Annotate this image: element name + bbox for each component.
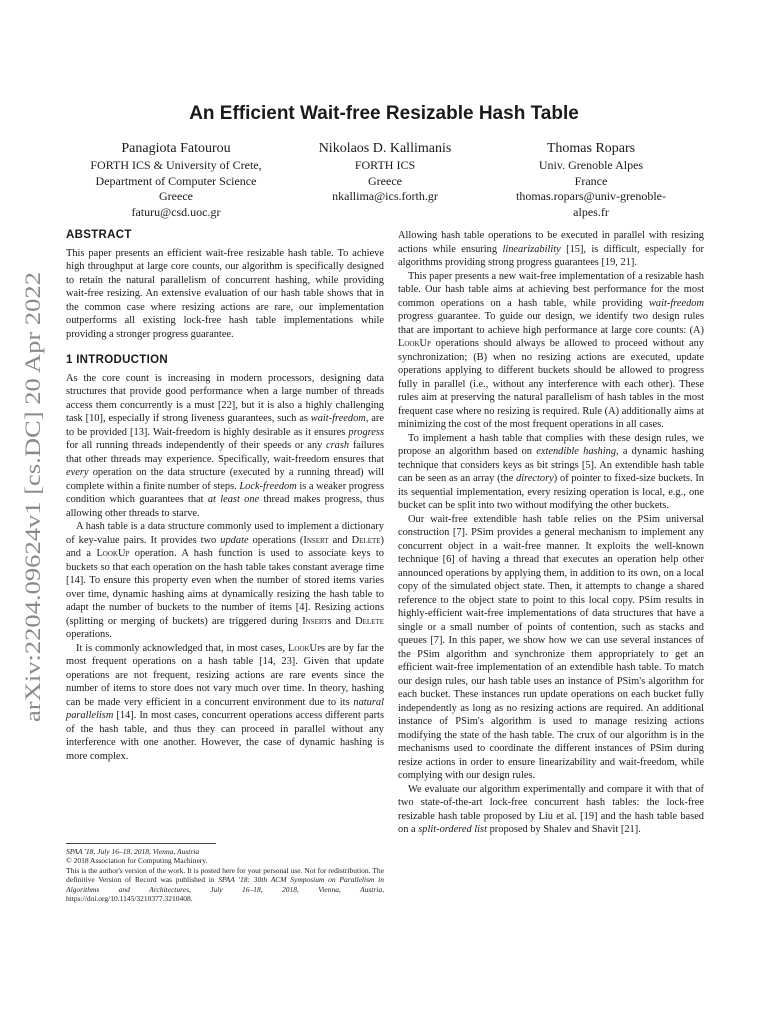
author-name: Thomas Ropars bbox=[546, 141, 636, 156]
footnote-rule bbox=[66, 843, 216, 844]
author-country: Greece bbox=[368, 173, 402, 188]
left-column bbox=[66, 229, 384, 763]
author-block-1 bbox=[66, 140, 286, 220]
paper-title: An Efficient Wait-free Resizable Hash Table bbox=[189, 103, 579, 124]
author-affiliation: Department of Computer Science bbox=[95, 173, 257, 188]
right-paragraph-1: Allowing hash table operations to be executed in parallel with resizing actions while ensuring linearizability [15], is difficult, especially for algorithms providing strong progress guarantees [19, 21]. bbox=[398, 230, 705, 268]
intro-heading: 1 INTRODUCTION bbox=[66, 354, 168, 366]
footnote-venue: SPAA '18, July 16–18, 2018, Vienna, Austria bbox=[66, 847, 200, 856]
author-country: Greece bbox=[159, 189, 193, 203]
intro-paragraph-2: A hash table is a data structure commonly used to implement a dictionary of key-value pairs. It provides two update operations (Insert and Delete) and a LookUp operation. A hash function is used to associate keys to buckets so that each operation on the hash table takes constant average time [14]. To ensure this property even when the number of stored items varies over time, dynamic hashing aims at dynamically resizing the hash table to adapt the number of buckets to the number of items [4]. Resizing actions (splitting or merging of buckets) are triggered during Inserts and Delete operations. bbox=[66, 521, 384, 640]
author-block-2 bbox=[300, 140, 470, 205]
author-email-cont: alpes.fr bbox=[573, 204, 609, 219]
author-email: nkallima@ics.forth.gr bbox=[332, 189, 438, 203]
author-affiliation: FORTH ICS bbox=[354, 158, 416, 172]
author-affiliation: FORTH ICS & University of Crete, bbox=[90, 158, 262, 172]
author-email: thomas.ropars@univ-grenoble- bbox=[515, 189, 666, 203]
abstract-heading: ABSTRACT bbox=[66, 229, 132, 241]
footnote-notice: This is the author's version of the work. It is posted here for your personal use. Not for redistribution. The definitive Version of Record was published in SPAA '18: 30th ACM Symposium on Parallelism in Algorithms and Architectures, July 16–18, 2018, Vienna, Austria, https://doi.org/10.1145/3210377.3210408. bbox=[66, 865, 384, 904]
author-affiliation: Univ. Grenoble Alpes bbox=[538, 158, 644, 172]
right-paragraph-4: Our wait-free extendible hash table relies on the PSim universal construction [7]. PSim provides a general mechanism to implement any concurrent object in a wait-free manner. It exploits the well-known technique [6] of having a thread that executes an operation help other announced operations by applying them, in addition to its own, on a local copy of the simulated object state. Then, it attempts to change a shared reference to the object state to point to this local copy. PSim results in highly-efficient wait-free implementations of data structures that have a single or a small number of points of contention, such as stacks and queues [7]. In this paper, we show how we can use several instances of the PSim algorithm and synchronize them appropriately to get an efficient wait-free implementation of an extendible hash table. To match our design rules, our hash table uses an instance of PSim's algorithm for each bucket. These instances run update operations on each bucket fully independently as long as no resizing actions are required. An additional instance of PSim's algorithm is used to manage resizing actions modifying the state of the hash table. The crux of our algorithm is in the mechanisms used to coordinate the different instances of PSim during resize actions in order to ensure linearizability and wait-freedom, while complying with our design rules. bbox=[398, 513, 704, 781]
author-country: France bbox=[574, 173, 608, 188]
footnote-copyright: © 2018 Association for Computing Machinery. bbox=[66, 856, 208, 866]
intro-paragraph-3: It is commonly acknowledged that, in most cases, LookUps are by far the most frequent operations on a hash table [14, 23]. Given that update operations are not frequent, resizing actions are rare events since the number of items to store does not vary much over time. In theory, hashing can be made very efficient in a concurrent environment due to its natural parallelism [14]. In most cases, concurrent operations access different parts of the hash table, and thus they can proceed in parallel without any interference with one another. However, the case of dynamic hashing is more complex. bbox=[66, 642, 384, 762]
author-email: faturu@csd.uoc.gr bbox=[131, 204, 221, 219]
abstract-text: This paper presents an efficient wait-free resizable hash table. To achieve high throughput at large core counts, our algorithm is specifically designed to retain the natural parallelism of concurrent hashing, while providing wait-free resizing. An extensive evaluation of our hash table shows that in the common case where resizing actions are rare, our implementation outperforms all existing lock-free hash table implementations while providing a stronger progress guarantee. bbox=[66, 247, 384, 340]
right-column bbox=[398, 229, 704, 837]
arxiv-id-text: arXiv:2204.09624v1 [cs.DC] 20 Apr 2022 bbox=[20, 340, 45, 722]
arxiv-identifier bbox=[8, 272, 52, 722]
author-name: Panagiota Fatourou bbox=[121, 141, 231, 156]
right-paragraph-3: To implement a hash table that complies with these design rules, we propose an algorithm based on extendible hashing, a dynamic hashing technique that considers keys as bit strings [5]. An extendible hash table can be seen as an array (the directory) of pointer to fixed-size buckets. In its sequential implementation, every resizing operation is local, e.g., one bucket can be split into two without modifying the other buckets. bbox=[398, 432, 704, 511]
author-block-3 bbox=[486, 140, 696, 220]
intro-paragraph-1: As the core count is increasing in modern processors, designing data structures that provide good performance when a large number of threads access them concurrently is a must [22], but it is also a highly challenging task [10], especially if strong liveness guarantees, such as wait-freedom, are to be provided [13]. Wait-freedom is highly desirable as it ensures progress for all running threads independently of their speeds or any crash failures that other threads may experience. Specifically, wait-freedom ensures that every operation on the data structure (executed by a running thread) will complete within a finite number of steps. Lock-freedom is a weaker progress condition which guarantees that at least one thread makes progress, thus allowing other threads to starve. bbox=[66, 372, 384, 519]
right-paragraph-2: This paper presents a new wait-free implementation of a resizable hash table. Our hash table aims at achieving best performance for the most common operations on a hash table, while providing wait-freedom progress guarantee. To guide our design, we identify two design rules that are important to achieve high performance at large core counts: (A) LookUp operations should always be allowed to proceed without any synchronization; (B) when no resizing actions are executed, update operations applying to different buckets should be allowed to progress fully in parallel (i.e., without any interference with each other). These rules aim at preserving the natural parallelism of hash tables in the most frequent case where no resizing is required. Rule (A) additionally aims at minimizing the cost of the most frequent operations in all cases. bbox=[398, 270, 704, 430]
right-paragraph-5: We evaluate our algorithm experimentally and compare it with that of two state-of-the-art lock-free concurrent hash tables: the lock-free resizable hash table proposed by Liu et al. [19] and the hash table based on a split-ordered list proposed by Shalev and Shavit [21]. bbox=[398, 783, 704, 835]
footnote bbox=[66, 847, 384, 903]
author-name: Nikolaos D. Kallimanis bbox=[318, 141, 452, 156]
